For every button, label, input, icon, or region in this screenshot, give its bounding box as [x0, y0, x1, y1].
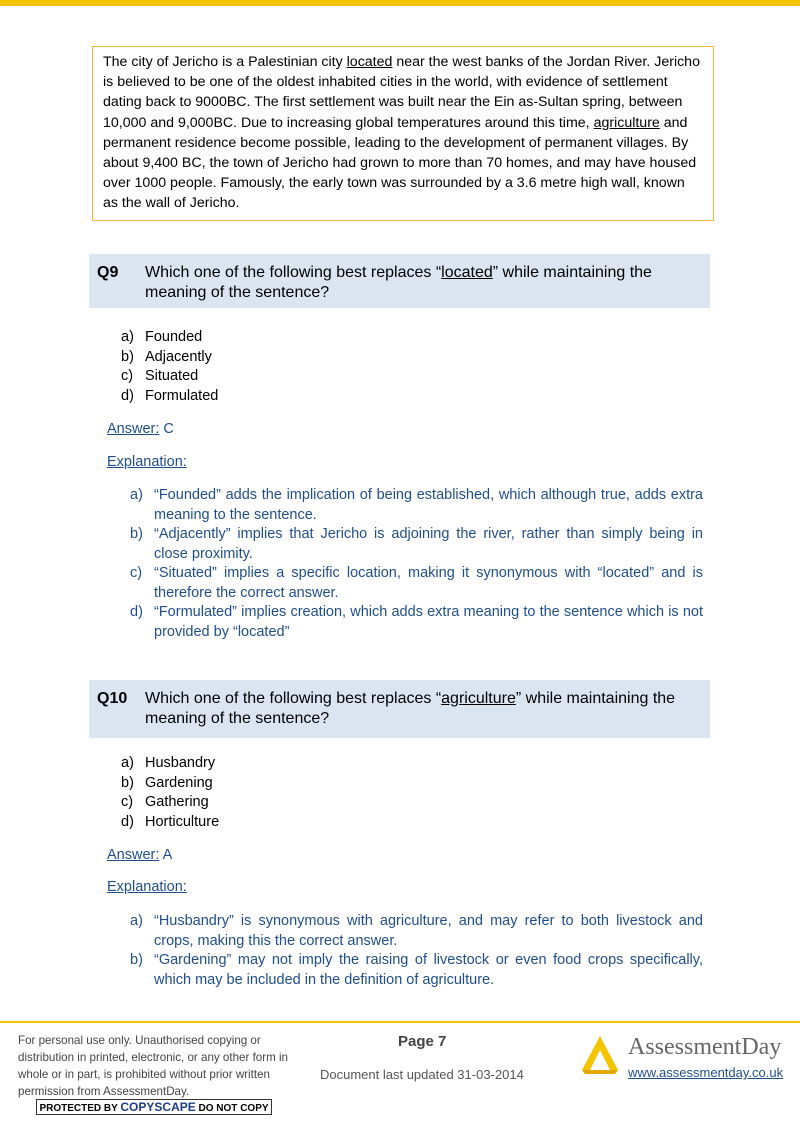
copyscape-badge[interactable] — [36, 1099, 272, 1115]
footer-accent-line — [0, 1021, 800, 1023]
copyscape-brand: COPYSCAPE — [120, 1100, 196, 1114]
question-9-explanation-heading: Explanation: — [107, 454, 187, 470]
option-letter: a) — [121, 329, 134, 345]
passage-word-agriculture: agriculture — [593, 114, 660, 131]
question-number: Q10 — [97, 690, 128, 707]
question-9-options — [121, 328, 218, 407]
question-word: located — [441, 264, 493, 281]
option-text: Adjacently — [145, 348, 212, 365]
explanation-item — [130, 951, 703, 990]
question-text — [145, 263, 700, 303]
explanation-text: “Gardening” may not imply the raising of livestock or even food crops specifically, which may be included in the definition of agriculture. — [154, 952, 703, 988]
question-10-answer — [107, 847, 172, 863]
option-item — [121, 348, 218, 368]
explanation-item — [130, 603, 703, 642]
explanation-text: “Founded” adds the implication of being established, which although true, adds extra meaning to the sentence. — [154, 487, 703, 523]
assessmentday-logo-icon — [580, 1034, 620, 1074]
explanation-item — [130, 912, 703, 951]
option-item — [121, 367, 218, 387]
option-text: Formulated — [145, 388, 219, 405]
last-updated: Document last updated 31-03-2014 — [320, 1067, 524, 1082]
option-letter: d) — [121, 388, 134, 405]
option-text: Horticulture — [145, 814, 220, 831]
passage-text-1: The city of Jericho is a Palestinian city — [103, 54, 347, 70]
answer-label: Answer: — [107, 847, 160, 863]
question-text-pre: Which one of the following best replaces “ — [145, 690, 442, 707]
question-10-explanations — [130, 912, 703, 990]
copyscape-pre: PROTECTED BY — [39, 1103, 121, 1114]
copyscape-post: DO NOT COPY — [195, 1103, 269, 1114]
answer-label: Answer: — [107, 421, 160, 437]
option-item — [121, 754, 219, 774]
answer-value: C — [159, 421, 174, 437]
header-accent-bar — [0, 0, 800, 6]
explanation-text: “Adjacently” implies that Jericho is adjoining the river, rather than simply being in close proximity. — [154, 526, 703, 562]
option-letter: d) — [121, 814, 134, 831]
page-number: Page 7 — [398, 1033, 447, 1050]
logo-name: AssessmentDay — [628, 1034, 782, 1060]
passage-box — [92, 46, 714, 221]
passage-text-3: and permanent residence become possible, leading to the development of permanent villages. By about 9,400 BC, the town of Jericho had grown to more than 70 homes, and may have housed over 1000 people. Famously, the early town was surrounded by a 3.6 metre high wall, known as the wall of Jericho. — [103, 114, 697, 212]
option-letter: a) — [121, 755, 134, 771]
answer-value: A — [159, 847, 173, 863]
option-text: Founded — [145, 329, 203, 345]
explanation-letter: b) — [130, 952, 143, 968]
option-item — [121, 328, 218, 348]
explanation-letter: d) — [130, 604, 143, 620]
explanation-item — [130, 564, 703, 603]
question-9-bar — [89, 254, 710, 308]
explanation-text: “Husbandry” is synonymous with agriculture, and may refer to both livestock and crops, making this the correct answer. — [154, 913, 703, 949]
explanation-item — [130, 486, 703, 525]
explanation-letter: b) — [130, 526, 143, 542]
question-9-explanations — [130, 486, 703, 642]
option-letter: b) — [121, 774, 134, 791]
option-text: Situated — [145, 368, 199, 385]
question-text-post: ” while maintaining the meaning of the sentence? — [145, 690, 676, 727]
option-letter: b) — [121, 348, 134, 365]
explanation-letter: a) — [130, 913, 143, 929]
passage-text-2: near the west banks of the Jordan River. Jericho is believed to be one of the oldest inhabited cities in the world, with evidence of settlement dating back to 9000BC. The first settlement was built near the Ein as-Sultan spring, between 10,000 and 9,000BC. Due to increasing global temperatures around this time, — [103, 54, 700, 131]
option-text: Gardening — [145, 774, 213, 791]
question-text — [145, 689, 700, 729]
option-text: Husbandry — [145, 755, 216, 771]
question-10-options — [121, 754, 219, 833]
option-item — [121, 387, 218, 407]
option-letter: c) — [121, 794, 134, 811]
option-item — [121, 774, 219, 794]
option-item — [121, 793, 219, 813]
passage-word-located: located — [346, 54, 393, 70]
option-item — [121, 813, 219, 833]
question-text-pre: Which one of the following best replaces “ — [145, 264, 442, 281]
question-word: agriculture — [441, 690, 516, 707]
question-9-answer — [107, 421, 174, 437]
explanation-letter: c) — [130, 565, 143, 581]
explanation-letter: a) — [130, 487, 143, 503]
footer-disclaimer: For personal use only. Unauthorised copying or distribution in printed, electronic, or any other form in whole or in part, is prohibited without prior written permission from AssessmentDay. — [18, 1034, 289, 1098]
option-letter: c) — [121, 368, 134, 385]
question-10-bar — [89, 680, 710, 738]
explanation-text: “Situated” implies a specific location, making it synonymous with “located” and is therefore the correct answer. — [154, 565, 703, 601]
explanation-text: “Formulated” implies creation, which adds extra meaning to the sentence which is not provided by “located” — [154, 604, 703, 640]
logo-url-link[interactable]: www.assessmentday.co.uk — [628, 1065, 784, 1080]
explanation-item — [130, 525, 703, 564]
question-10-explanation-heading: Explanation: — [107, 879, 187, 895]
option-text: Gathering — [145, 794, 209, 811]
question-number: Q9 — [97, 264, 119, 281]
question-text-post: ” while maintaining the meaning of the sentence? — [145, 264, 652, 301]
